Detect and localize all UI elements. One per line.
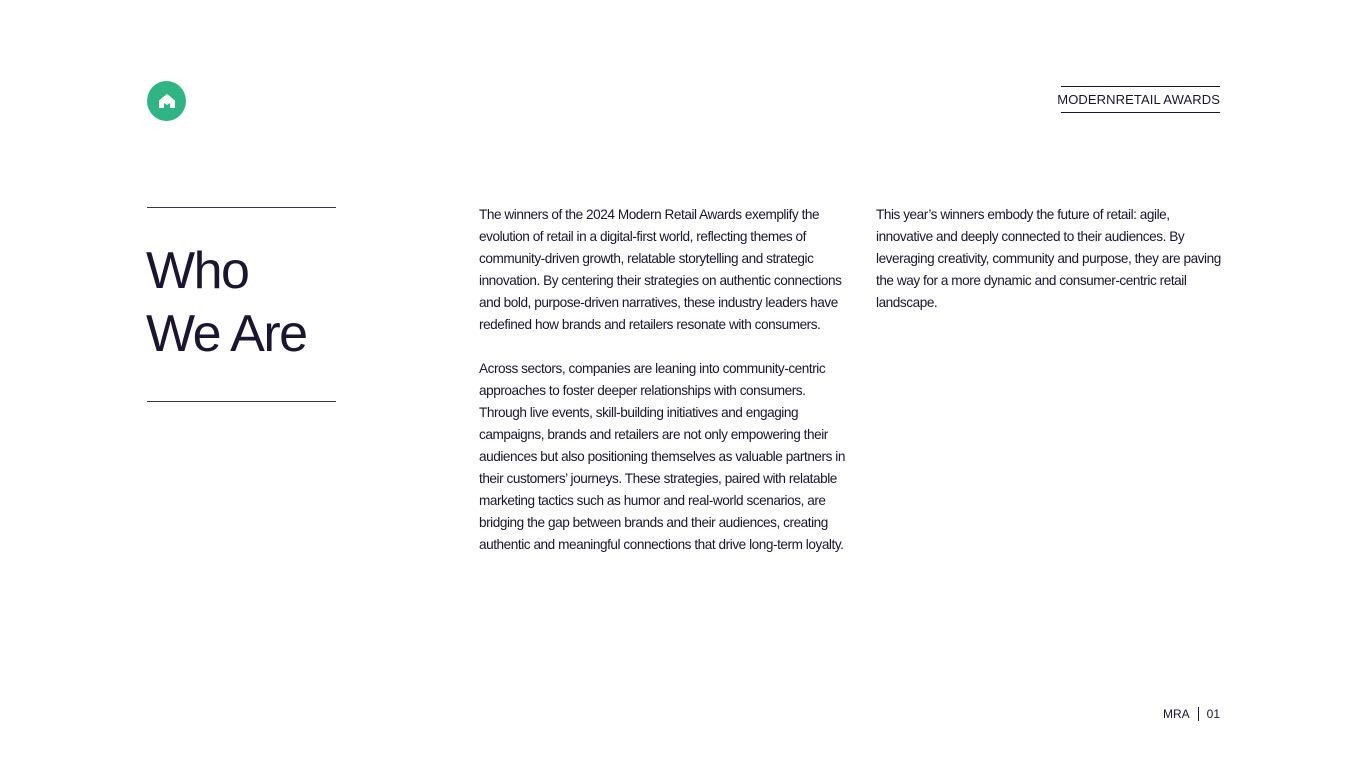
page-title [146,240,307,366]
page-footer [1163,706,1220,722]
title-bottom-divider [147,401,336,402]
title-top-divider [147,207,336,208]
body-column-2 [876,204,1221,336]
body-paragraph: The winners of the 2024 Modern Retail Awards exemplify the evolution of retail in a digital-first world, reflecting themes of community-driven growth, relatable storytelling and strategic innovation. By centering their strategies on authentic connections and bold, purpose-driven narratives, these industry leaders have redefined how brands and retailers resonate with consumers. [479,207,842,332]
footer-separator [1198,707,1199,721]
modern-retail-logo-icon[interactable] [147,81,186,121]
brand-tag [1057,86,1220,113]
body-column-1 [479,204,851,578]
body-paragraph: Across sectors, companies are leaning into community-centric approaches to foster deeper relationships with consumers. Through live events, skill-building initiatives and engaging campaigns, brands and retailers are not only empowering their audiences but also positioning themselves as valuable partners in their customers’ journeys. These strategies, paired with relatable marketing tactics such as humor and real-world scenarios, are bridging the gap between brands and their audiences, creating authentic and meaningful connections that drive long-term loyalty. [479,361,845,552]
page-number: 01 [1206,707,1220,721]
brand-tag-label: MODERNRETAIL AWARDS [1057,92,1220,107]
page-title-line-1: Who [146,242,249,300]
page-title-line-2: We Are [146,305,307,363]
body-paragraph: This year’s winners embody the future of retail: agile, innovative and deeply connected to their audiences. By leveraging creativity, community and purpose, they are paving the way for a more dynamic and consumer-centric retail landscape. [876,207,1221,310]
footer-label: MRA [1162,707,1190,721]
house-icon [157,91,177,111]
